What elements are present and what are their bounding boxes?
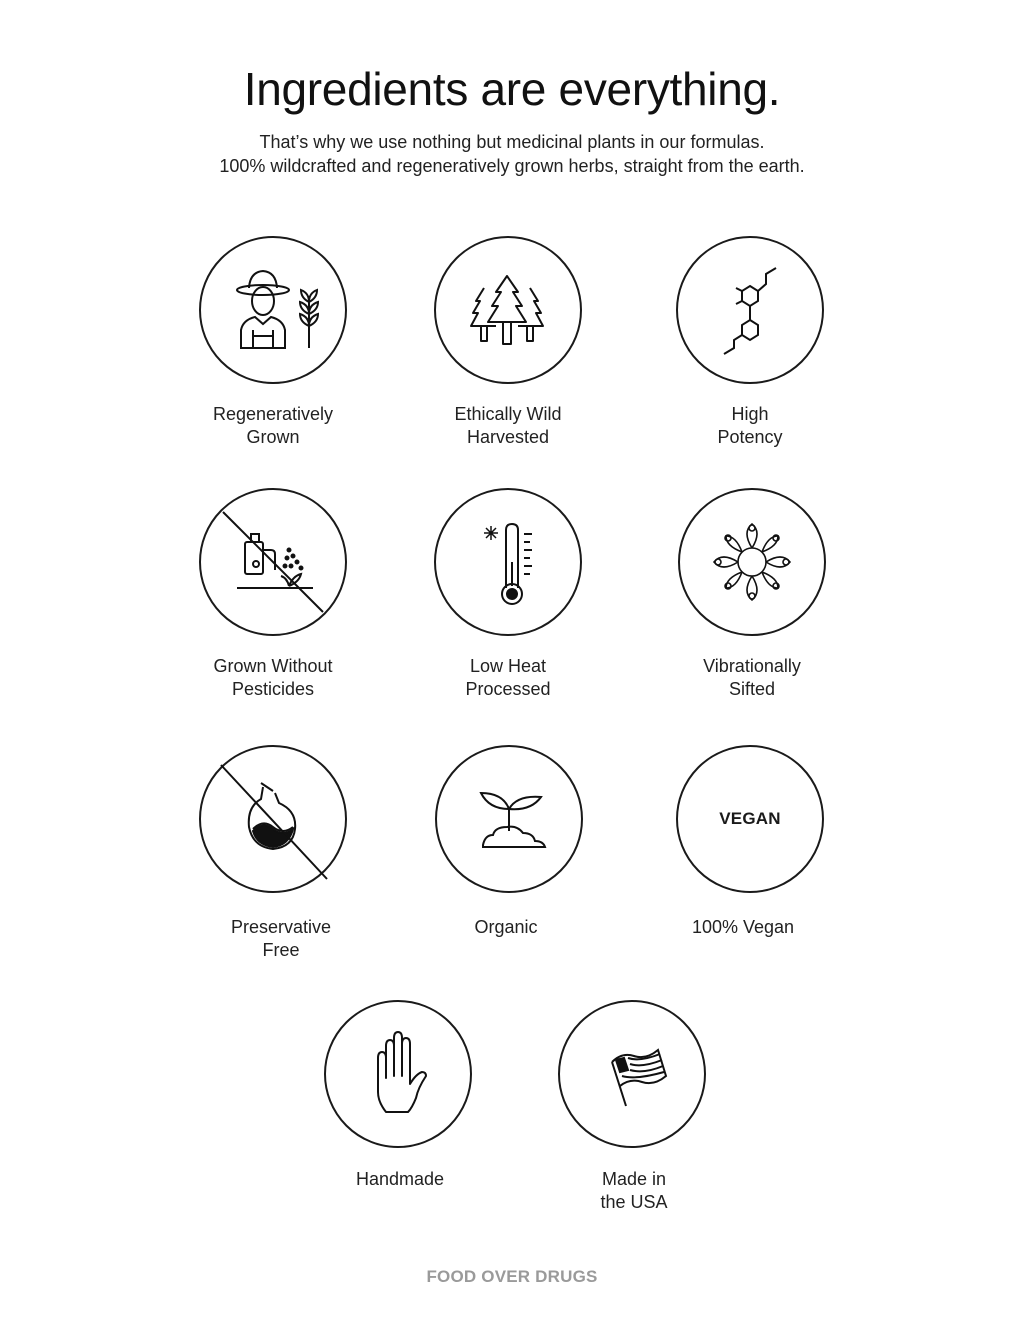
subtitle-line-2: 100% wildcrafted and regeneratively grown herbs, straight from the earth. <box>219 156 805 176</box>
badge-label: Ethically Wild Harvested <box>454 404 562 447</box>
vegan-icon: VEGAN <box>719 809 781 828</box>
molecule-icon <box>678 238 822 382</box>
badge-circle <box>434 488 582 636</box>
badge-circle <box>199 488 347 636</box>
badge-circle <box>676 745 824 893</box>
hand-icon <box>326 1002 470 1146</box>
no-pesticides-icon <box>201 490 345 634</box>
page-title: Ingredients are everything. <box>243 63 781 115</box>
pine-trees-icon <box>436 238 580 382</box>
badge-label: Preservative Free <box>230 917 332 960</box>
badge-circle <box>678 488 826 636</box>
badge-circle <box>199 236 347 384</box>
badge-circle <box>324 1000 472 1148</box>
mandala-icon <box>680 490 824 634</box>
badge-label: Organic <box>474 917 538 937</box>
badge-label: 100% Vegan <box>691 917 795 937</box>
badge-label: Grown Without Pesticides <box>213 656 333 699</box>
subtitle-line-1: That’s why we use nothing but medicinal plants in our formulas. <box>259 132 765 152</box>
no-preservative-flask-icon <box>201 747 345 891</box>
badge-label: Vibrationally Sifted <box>703 656 801 699</box>
badge-label: High Potency <box>717 404 783 447</box>
badge-circle <box>434 236 582 384</box>
badge-circle <box>435 745 583 893</box>
badge-label: Made in the USA <box>600 1169 668 1212</box>
footer-brand: FOOD OVER DRUGS <box>426 1267 598 1286</box>
badge-circle <box>676 236 824 384</box>
badge-label: Low Heat Processed <box>465 656 551 699</box>
page-subtitle <box>0 130 1024 178</box>
sprout-icon <box>437 747 581 891</box>
badge-label: Regeneratively Grown <box>212 404 334 447</box>
us-flag-icon <box>560 1002 704 1146</box>
badge-circle <box>558 1000 706 1148</box>
badge-label: Handmade <box>355 1169 445 1189</box>
thermometer-icon <box>436 490 580 634</box>
farmer-icon <box>201 238 345 382</box>
badge-circle <box>199 745 347 893</box>
